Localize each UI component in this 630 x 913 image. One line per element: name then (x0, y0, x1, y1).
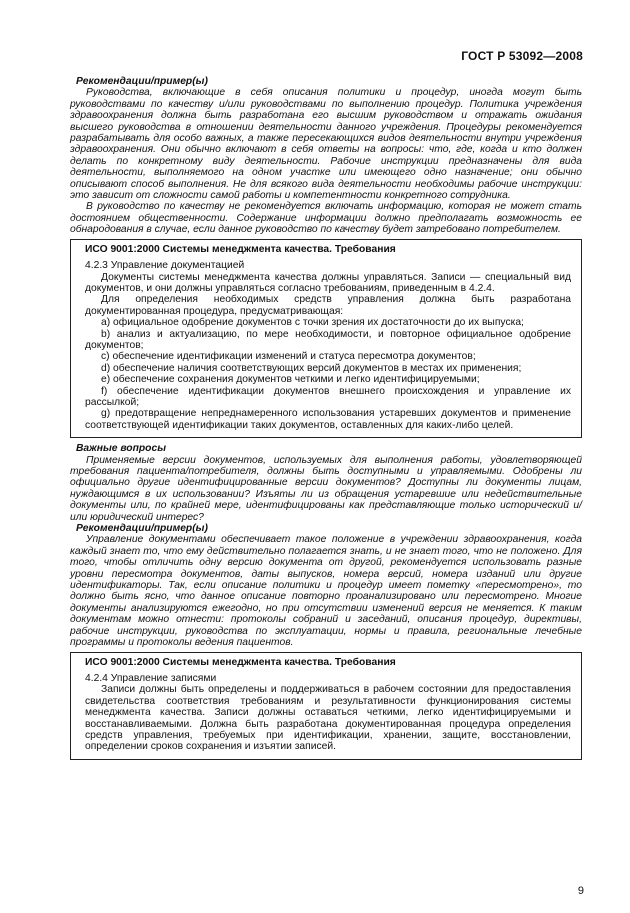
box-title: ИСО 9001:2000 Системы менеджмента качества. Требования (85, 656, 396, 668)
list-item: f) обеспечение идентификации документов внешнего происхождения и управление их рассылкой; (85, 385, 571, 408)
page-number: 9 (577, 885, 584, 897)
important-questions-heading: Важные вопросы (76, 443, 166, 455)
list-item: c) обеспечение идентификации изменений и статуса пересмотра документов; (101, 351, 476, 363)
recommendations-paragraph-3: Управление документами обеспечивает такое положение в учреждении здравоохранения, когда каждый знает то, что ему действительно полагается знать, и не знает того, что не положено. Для того, чтобы отличить одну версию документа от другой, рекомендуется использовать разные уровни пересмотра документов, даты выпусков, номера версий, номера изданий или другие идентификаторы. Так, если описание политики и процедур имеет пометку «пересмотрено», то должно быть ясно, что данное описание повторно проанализировано или пересмотрено. Многие документы анализируются ежегодно, но при отсутствии изменений версия не меняется. К таким документам можно отнести: протоколы собраний и заседаний, описания процедур, директивы, рабочие инструкции, руководства по эксплуатации, нормы и правила, региональные лечебные программы и протоколы ведения пациентов. (70, 534, 582, 649)
section-heading: 4.2.4 Управление записями (85, 672, 217, 684)
standard-number: ГОСТ Р 53092—2008 (461, 49, 583, 63)
box-paragraph: Записи должны быть определены и поддерживаться в рабочем состоянии для предоставления свидетельства соответствия требованиям и результативности функционирования системы менеджмента качества. Записи должны оставаться четкими, легко идентифицируемыми и восстанавливаемыми. Должна быть разработана документированная процедура определения средств управления, требуемых при идентификации, хранении, защите, восстановлении, определении сроков сохранения и изъятии записей. (85, 684, 571, 753)
list-item: d) обеспечение наличия соответствующих версий документов в местах их применения; (101, 362, 522, 374)
iso-requirements-box-document-control (70, 239, 582, 439)
section-heading: 4.2.3 Управление документацией (85, 260, 245, 272)
page-content (70, 76, 582, 765)
box-title: ИСО 9001:2000 Системы менеджмента качества. Требования (85, 243, 396, 255)
iso-requirements-box-records-control (70, 652, 582, 760)
recommendations-paragraph-2: В руководство по качеству не рекомендуется включать информацию, которая не может стать достоянием общественности. Содержание информации должно предполагать возможность ее обнародования в случае, если данное руководство по качеству будет затребовано потребителем. (70, 201, 582, 236)
important-questions-paragraph: Применяемые версии документов, используемых для выполнения работы, удовлетворяющей требования пациента/потребителя, должны быть доступными и управляемыми. Одобрены ли официально другие идентифицированные версии документов? Доступны ли документы лицам, нуждающимся в их использовании? Изъяты ли из обращения устаревшие или недействительные документы или, по крайней мере, идентифицированы как представляющие только исторический и/или юридический интерес? (70, 454, 582, 523)
recommendations-heading-2: Рекомендации/пример(ы) (76, 523, 208, 535)
list-item: a) официальное одобрение документов с точки зрения их достаточности до их выпуска; (101, 317, 524, 329)
recommendations-paragraph: Руководства, включающие в себя описания политики и процедур, иногда могут быть руководствами по качеству и/или руководствами по выполнению процедур. Политика учреждения здравоохранения должна быть разработана его высшим руководством и отражать ожидания высшего руководства в отношении деятельности данного учреждения. Процедуры рекомендуется разрабатывать для особо важных, а также пересекающихся видов деятельности внутри учреждения здравоохранения. Они обычно включают в себя ответы на вопросы: что, где, когда и кто должен делать по конкретному виду деятельности. Рабочие инструкции предназначены для вида деятельности, выполняемого на одном участке или имеющего одно назначение; они обычно описывают способ выполнения. Не для всякого вида деятельности необходимы рабочие инструкции: это зависит от сложности самой работы и компетентности конкретного сотрудника. (70, 87, 582, 202)
recommendations-heading: Рекомендации/пример(ы) (76, 76, 208, 87)
box-paragraph: Для определения необходимых средств управления должна быть разработана документированная процедура, предусматривающая: (85, 294, 571, 317)
box-paragraph: Документы системы менеджмента качества должны управляться. Записи — специальный вид документов, и они должны управляться согласно требованиям, приведенным в 4.2.4. (85, 271, 571, 294)
list-item: g) предотвращение непреднамеренного использования устаревших документов и применение соответствующей идентификации таких документов, оставленных для каких-либо целей. (85, 408, 571, 431)
list-item: e) обеспечение сохранения документов четкими и легко идентифицируемыми; (101, 374, 480, 386)
list-item: b) анализ и актуализацию, по мере необходимости, и повторное официальное одобрение документов; (85, 328, 571, 351)
